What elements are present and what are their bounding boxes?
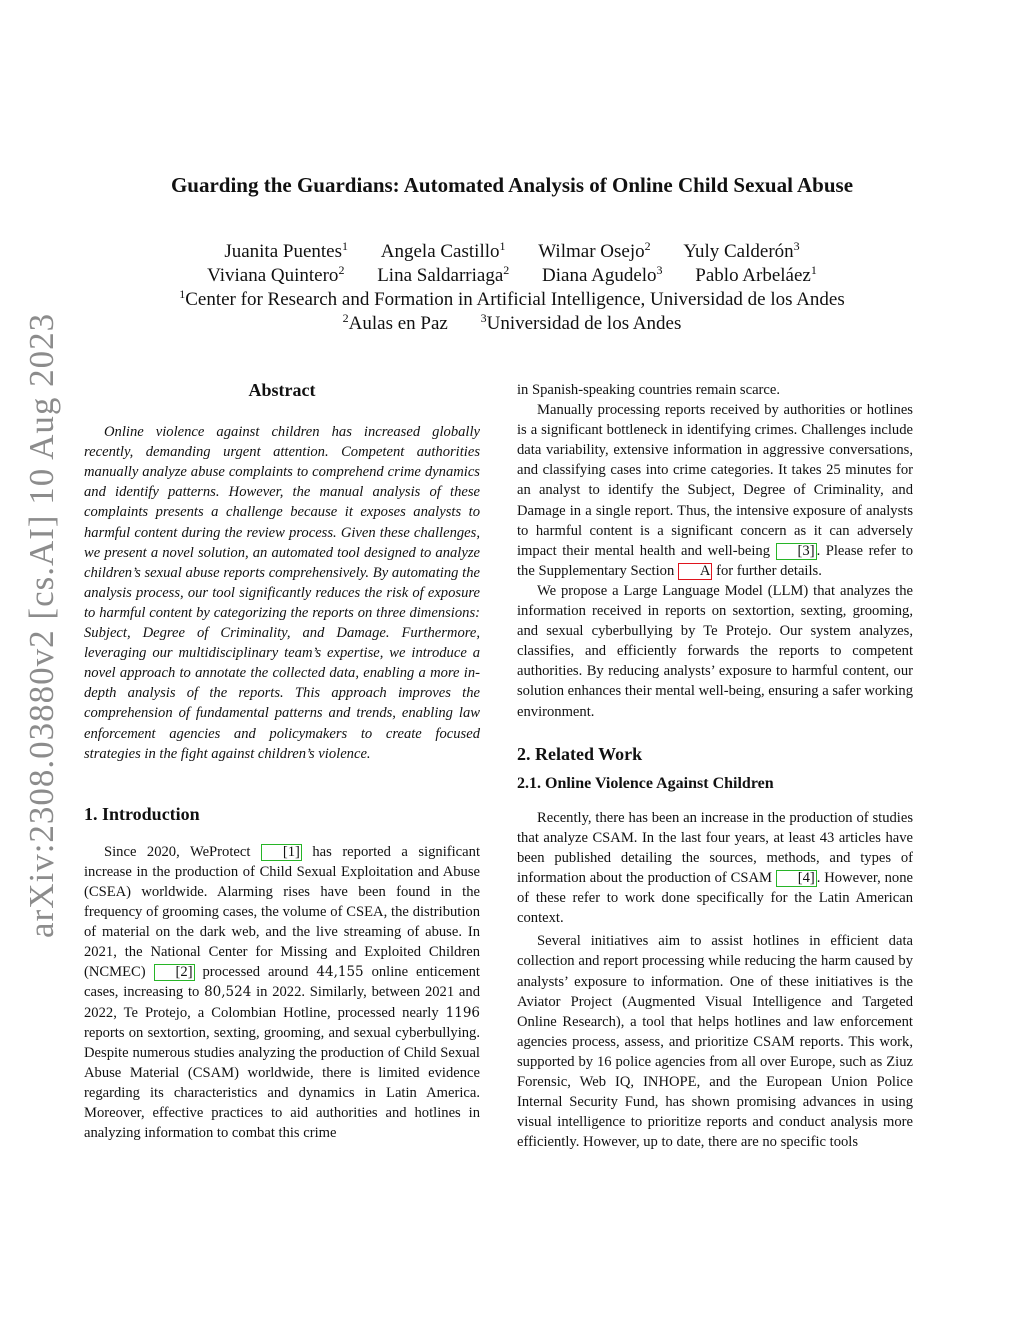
introduction-paragraph-3: We propose a Large Language Model (LLM) that analyzes the information received in reports on sextortion, sexting, grooming, and sexual cyberbullying by Te Protejo. Our system analyzes, classifies, and efficiently forwards the reports to competent authorities. By reducing analysts’ exposure to harmful content, our solution enhances their mental well-being, ensuring a safer working environment. [517,582,913,720]
related-work-paragraph-1: Recently, there has been an increase in the production of studies that analyze CSAM. In the last four years, at least 43 articles have been published detailing the sources, methods, and types of information about the production of CSAM [4] . However, none of these refer to work done specifically for the Latin American context. [517,809,913,927]
citation-link[interactable]: [1] [261,844,302,861]
citation-link[interactable]: [2] [154,964,195,981]
section-reference-link[interactable]: A [678,563,713,580]
left-column [84,380,480,1143]
introduction-heading: 1. Introduction [84,803,200,824]
introduction-paragraph-1-continued: in Spanish-speaking countries remain scarce. [517,382,781,398]
related-work-subheading: 2.1. Online Violence Against Children [517,774,774,792]
author: Diana Agudelo$^3$ [542,263,663,286]
introduction-paragraph-2: Manually processing reports received by authorities or hotlines is a significant bottleneck in identifying crimes. Challenges include data variability, extensive information in aggressive conversations, and classifying cases into crime categories. It takes 25 minutes for an analyst to identify the Subject, Degree of Criminality, and Damage in a single report. Thus, the intensive exposure of analysts to harmful content is a significant concern as it can adversely impact their mental health and well-being [3] . Please refer to the Supplementary Section A for further details. [517,402,913,579]
abstract-heading: Abstract [248,380,316,400]
abstract-text: Online violence against children has increased globally recently, demanding urgent attention. Competent authorities manually analyze abuse complaints to comprehend crime dynamics and identify patterns. However, the manual analysis of these complaints presents a challenge because it exposes analysts to harmful content during the review process. Given these challenges, we present a novel solution, an automated tool designed to analyze children’s sexual abuse reports comprehensively. By automating the analysis process, our tool significantly reduces the risk of exposure to harmful content by categorizing the reports on three dimensions: Subject, Degree of Criminality, and Damage. Furthermore, leveraging our multidisciplinary team’s expertise, we introduce a novel approach to annotate the collected data, enabling a more in-depth analysis of the reports. This approach improves the comprehension of fundamental patterns and trends, enabling law enforcement agencies and policymakers to create focused strategies in the fight against children’s violence. [84,424,480,762]
author: Angela Castillo$^1$ [380,239,506,262]
introduction-paragraph-1: Since 2020, WeProtect [1] has reported a significant increase in the production of Child Sexual Exploitation and Abuse (CSEA) worldwide. Alarming rises have been found in the frequency of grooming cases, the volume of CSEA, the distribution of material on the dark web, and the live streaming of abuse. In 2021, the National Center for Missing and Exploited Children (NCMEC) [2] processed around 44,155 online enticement cases, increasing to 80,524 in 2022. Similarly, between 2021 and 2022, Te Protejo, a Colombian Hotline, processed nearly 1196 reports on sextortion, sexting, grooming, and sexual cyberbullying. Despite numerous studies analyzing the production of Child Sexual Abuse Material (CSAM) worldwide, there is limited evidence regarding its characteristics and dynamics in Latin America. Moreover, effective practices to aid authorities and hotlines in analyzing information to combat this crime [84,843,480,1142]
author: Lina Saldarriaga$^2$ [377,263,510,286]
related-work-paragraph-2: Several initiatives aim to assist hotlines in efficient data collection and report processing while reducing the harm caused by analysts’ exposure to information. One of these initiatives is the Aviator Project (Augmented Visual Intelligence and Targeted Online Research), a tool that helps hotlines and law enforcement agencies process, assess, and prioritize CSAM reports. This work, supported by 16 police agencies from all over Europe, such as Ziuz Forensic, Web IQ, INHOPE, and the European Union Police Internal Security Fund, has shown promising advances in using visual intelligence to prioritize reports and conduct analysis more efficiently. However, up to date, there are no specific tools [517,933,913,1151]
citation-link[interactable]: [4] [776,870,817,887]
author: Juanita Puentes$^1$ [224,239,349,262]
right-column [517,380,913,1152]
author-row-2 [60,264,964,288]
author-row-1 [60,240,964,264]
author-block [60,240,964,336]
arxiv-identifier: arXiv:2308.03880v2 [cs.AI] 10 Aug 2023 [22,312,61,938]
affiliation-2-3: $^2$Aulas en Paz $^3$Universidad de los Andes [342,311,682,334]
affiliation-1: $^1$Center for Research and Formation in Artificial Intelligence, Universidad de los Andes [179,287,845,310]
author: Wilmar Osejo$^2$ [538,239,651,262]
author: Viviana Quintero$^2$ [207,263,345,286]
related-work-heading: 2. Related Work [517,743,643,764]
paper-title: Guarding the Guardians: Automated Analysis of Online Child Sexual Abuse [170,173,854,197]
citation-link[interactable]: [3] [776,543,817,560]
author: Yuly Calderón$^3$ [683,239,800,262]
author: Pablo Arbeláez$^1$ [695,263,817,286]
